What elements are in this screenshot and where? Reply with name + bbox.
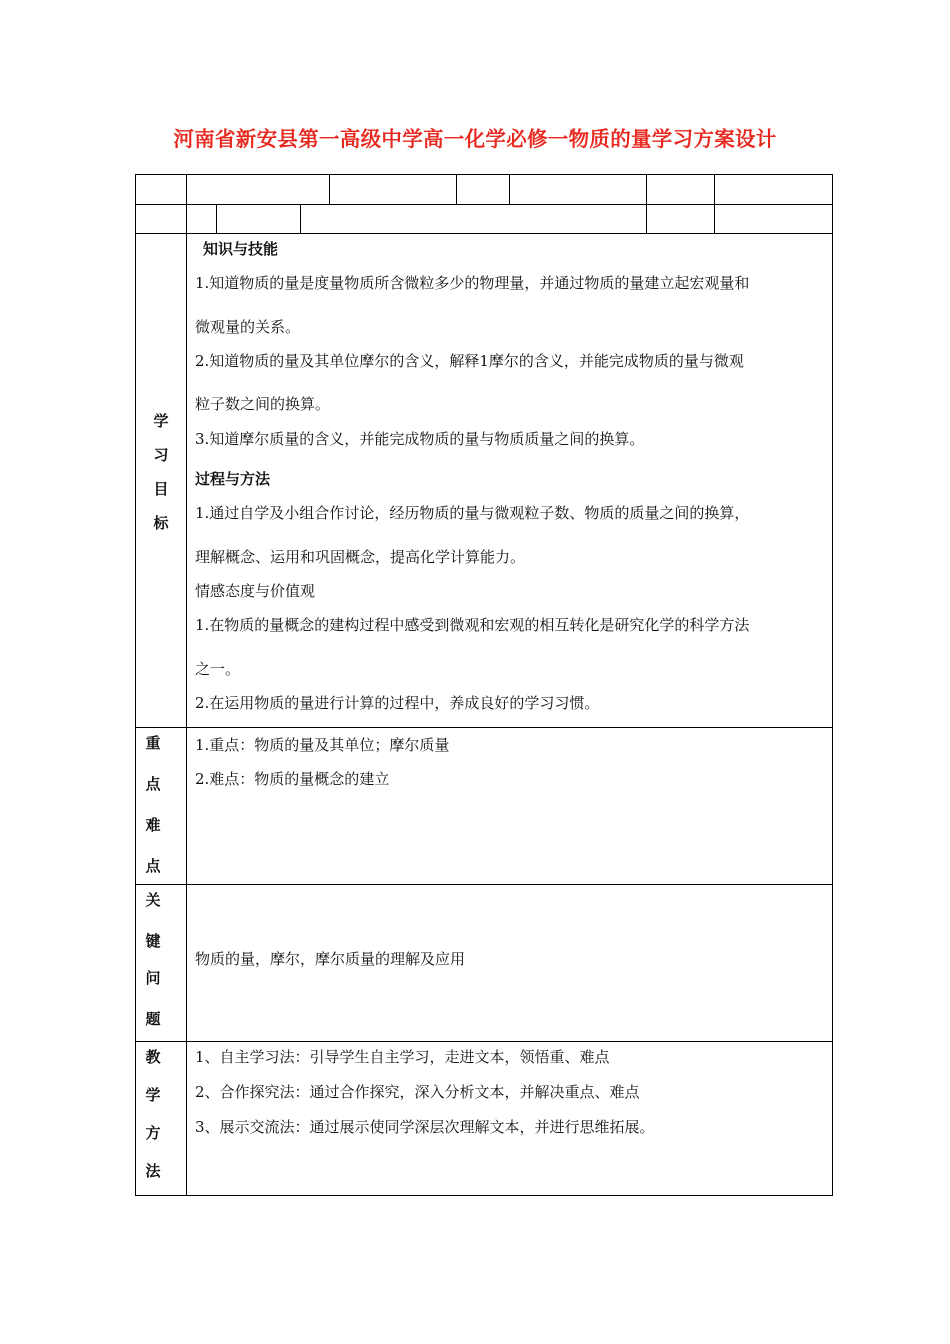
table-border <box>135 174 833 175</box>
page-title: 河南省新安县第一高级中学高一化学必修一物质的量学习方案设计 <box>173 127 777 151</box>
key-issues-text: 物质的量，摩尔，摩尔质量的理解及应用 <box>195 950 466 968</box>
table-border <box>186 174 187 1196</box>
emotion-heading: 情感态度与价值观 <box>195 582 316 600</box>
objective-k1-cont: 微观量的关系。 <box>195 318 301 336</box>
key-points-label <box>136 732 170 896</box>
process-heading: 过程与方法 <box>195 470 271 488</box>
label-char: 题 <box>145 1010 161 1028</box>
label-char: 标 <box>153 514 169 532</box>
table-border <box>714 174 715 204</box>
table-border <box>646 204 647 233</box>
objective-e1: 1.在物质的量概念的建构过程中感受到微观和宏观的相互转化是研究化学的科学方法 <box>195 616 750 634</box>
objective-k1: 1.知道物质的量是度量物质所含微粒多少的物理量，并通过物质的量建立起宏观量和 <box>195 274 750 292</box>
table-border <box>135 1041 833 1042</box>
key-point-1: 1.重点：物质的量及其单位；摩尔质量 <box>195 736 450 754</box>
objective-k3: 3.知道摩尔质量的含义，并能完成物质的量与物质质量之间的换算。 <box>195 430 645 448</box>
method-2: 2、合作探究法：通过合作探究，深入分析文本，并解决重点、难点 <box>195 1083 640 1101</box>
objective-k2-cont: 粒子数之间的换算。 <box>195 395 331 413</box>
table-border <box>300 204 301 233</box>
table-border <box>509 174 510 204</box>
table-border <box>135 233 833 234</box>
objective-p1-cont: 理解概念、运用和巩固概念，提高化学计算能力。 <box>195 548 526 566</box>
label-char: 键 <box>145 932 161 950</box>
objective-p1: 1.通过自学及小组合作讨论，经历物质的量与微观粒子数、物质的质量之间的换算， <box>195 504 750 522</box>
key-issues-label <box>136 889 170 1049</box>
table-border <box>216 204 217 233</box>
label-char: 目 <box>153 480 169 498</box>
table-border <box>646 174 647 204</box>
table-border <box>135 884 833 885</box>
objectives-label <box>136 410 186 546</box>
table-border <box>329 174 330 204</box>
table-border <box>832 174 833 1196</box>
label-char: 方 <box>145 1124 161 1142</box>
label-char: 关 <box>145 891 161 909</box>
table-border <box>135 204 833 205</box>
label-char: 点 <box>145 857 161 875</box>
label-char: 学 <box>153 412 169 430</box>
table-border <box>135 1195 833 1196</box>
label-char: 难 <box>145 816 161 834</box>
table-border <box>135 727 833 728</box>
label-char: 重 <box>145 734 161 752</box>
table-border <box>714 204 715 233</box>
label-char: 问 <box>145 969 161 987</box>
key-point-2: 2.难点：物质的量概念的建立 <box>195 770 390 788</box>
label-char: 法 <box>145 1162 161 1180</box>
method-1: 1、自主学习法：引导学生自主学习，走进文本，领悟重、难点 <box>195 1048 610 1066</box>
label-char: 教 <box>145 1048 161 1066</box>
label-char: 学 <box>145 1086 161 1104</box>
objective-e1-cont: 之一。 <box>195 660 241 678</box>
objective-k2: 2.知道物质的量及其单位摩尔的含义，解释1摩尔的含义，并能完成物质的量与微观 <box>195 352 744 370</box>
method-3: 3、展示交流法：通过展示使同学深层次理解文本，并进行思维拓展。 <box>195 1118 655 1136</box>
objective-e2: 2.在运用物质的量进行计算的过程中，养成良好的学习习惯。 <box>195 694 600 712</box>
label-char: 习 <box>153 446 169 464</box>
table-border <box>456 174 457 204</box>
methods-label <box>136 1046 170 1198</box>
knowledge-heading: 知识与技能 <box>203 240 279 258</box>
label-char: 点 <box>145 775 161 793</box>
